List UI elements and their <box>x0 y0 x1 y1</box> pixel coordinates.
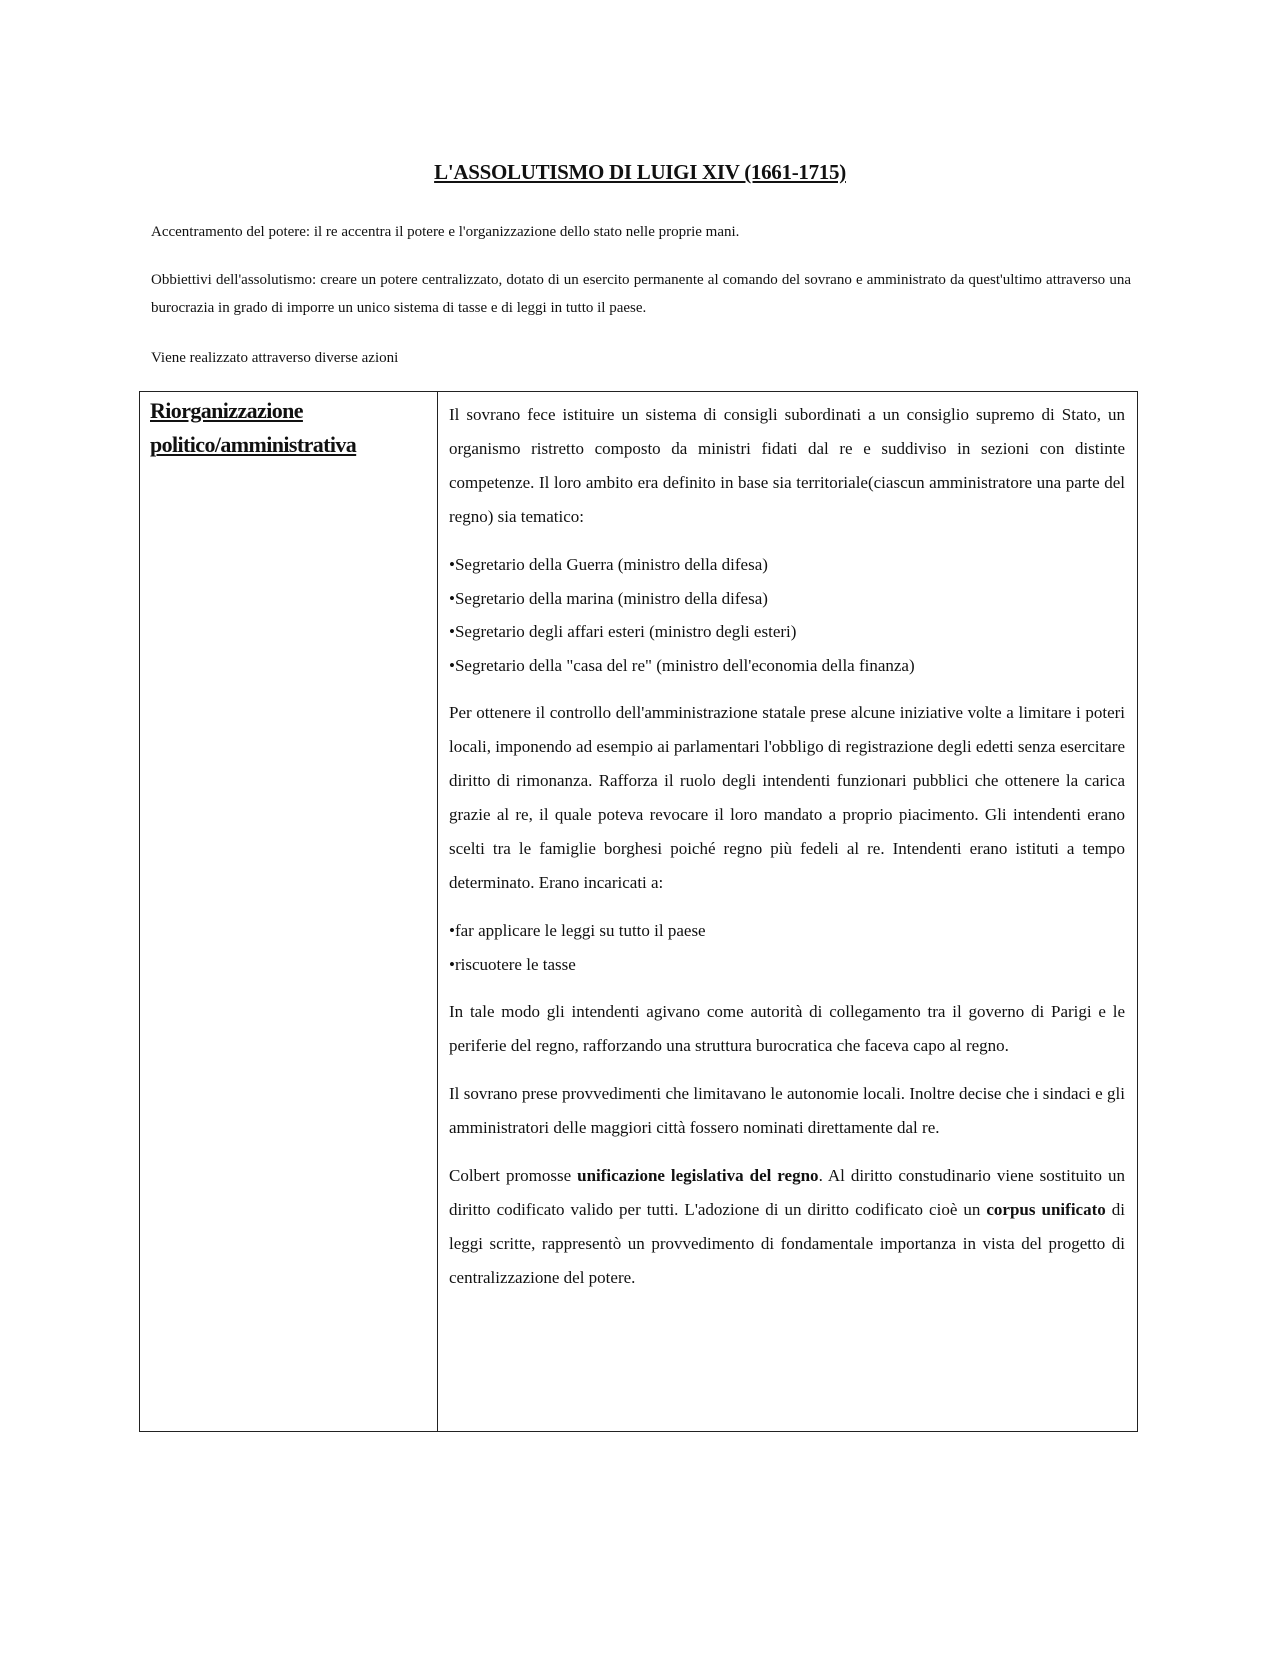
paragraph-councils: Il sovrano fece istituire un sistema di consigli subordinati a un consiglio supremo di Stato, un organismo ristretto composto da ministri fidati dal re e suddiviso in sezioni con distinte competenze. Il loro ambito era definito in base sia territoriale(ciascun amministratore una parte del regno) sia tematico: <box>449 405 1125 526</box>
list-item: •far applicare le leggi su tutto il paese <box>449 921 706 940</box>
list-item: •riscuotere le tasse <box>449 954 576 974</box>
colbert-text-1: Colbert promosse <box>449 1166 578 1185</box>
secretaries-list <box>449 548 1125 682</box>
table-content-cell <box>449 398 1125 1309</box>
document-title: L'ASSOLUTISMO DI LUIGI XIV (1661-1715) <box>434 160 846 184</box>
list-item: •Segretario della Guerra (ministro della difesa) <box>449 555 768 574</box>
list-item: •Segretario della "casa del re" (ministro dell'economia della finanza) <box>449 655 915 675</box>
colbert-text-2: . Al diritto constudinario viene sostituito un diritto codificato valido per tutti. L'adozione di un diritto codificato cioè un <box>449 1166 1125 1219</box>
intro-paragraph-objectives: Obbiettivi dell'assolutismo: creare un potere centralizzato, dotato di un esercito permanente al comando del sovrano e amministrato da quest'ultimo attraverso una burocrazia in grado di imporre un unico sistema di tasse e di leggi in tutto il paese. <box>151 272 1131 316</box>
intendant-duties-list <box>449 914 1125 981</box>
paragraph-intendants: Per ottenere il controllo dell'amministrazione statale prese alcune iniziative volte a limitare i poteri locali, imponendo ad esempio ai parlamentari l'obbligo di registrazione degli edetti senza esercitare diritto di rimonanza. Rafforza il ruolo degli intendenti funzionari pubblici che ottenere la carica grazie al re, il quale poteva revocare il loro mandato a proprio piacimento. Gli intendenti erano scelti tra le famiglie borghesi poiché regno più fedeli al re. Intendenti erano istituti a tempo determinato. Erano incaricati a: <box>449 703 1125 892</box>
bold-term-corpus: corpus unificato <box>986 1200 1106 1219</box>
intro-paragraph-actions: Viene realizzato attraverso diverse azioni <box>151 350 399 366</box>
paragraph-colbert <box>449 1159 1125 1295</box>
table-heading-cell: Riorganizzazione politico/amministrativa <box>150 398 357 457</box>
content-table <box>139 391 1138 1432</box>
colbert-text-3: di leggi scritte, rappresentò un provvedimento di fondamentale importanza in vista del progetto di centralizzazione del potere. <box>449 1200 1125 1287</box>
column-divider <box>437 392 438 1431</box>
intro-paragraph-centralization: Accentramento del potere: il re accentra il potere e l'organizzazione dello stato nelle proprie mani. <box>151 224 740 240</box>
bold-term-unification: unificazione legislativa del regno <box>577 1166 819 1185</box>
paragraph-connection: In tale modo gli intendenti agivano come autorità di collegamento tra il governo di Parigi e le periferie del regno, rafforzando una struttura burocratica che faceva capo al regno. <box>449 1002 1125 1055</box>
paragraph-local-autonomy: Il sovrano prese provvedimenti che limitavano le autonomie locali. Inoltre decise che i sindaci e gli amministratori delle maggiori città fossero nominati direttamente dal re. <box>449 1084 1125 1137</box>
list-item: •Segretario degli affari esteri (ministro degli esteri) <box>449 622 797 641</box>
list-item: •Segretario della marina (ministro della difesa) <box>449 588 768 608</box>
